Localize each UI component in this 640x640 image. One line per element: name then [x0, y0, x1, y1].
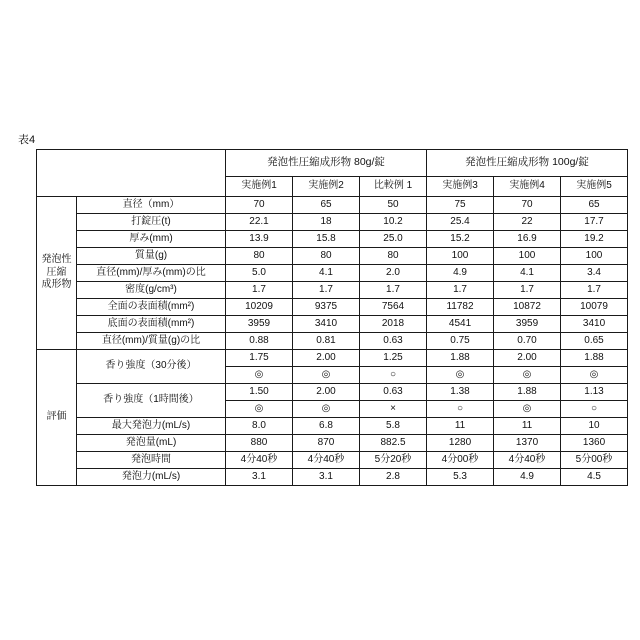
value-cell: 10209	[226, 299, 293, 316]
column-header-example5: 実施例5	[561, 177, 628, 197]
table-row	[37, 316, 628, 333]
value-cell: 3.1	[226, 469, 293, 486]
value-cell: 4.1	[293, 265, 360, 282]
value-cell: 2.0	[360, 265, 427, 282]
row-label-bottom-surface-area: 底面の表面積(mm²)	[77, 316, 226, 333]
value-cell: 8.0	[226, 418, 293, 435]
value-cell: 9375	[293, 299, 360, 316]
rating-cell: ○	[561, 401, 628, 418]
rating-cell: ×	[360, 401, 427, 418]
value-cell: 3.1	[293, 469, 360, 486]
value-cell: 1.7	[494, 282, 561, 299]
row-label-max-foaming-power: 最大発泡力(mL/s)	[77, 418, 226, 435]
table-row	[37, 265, 628, 282]
value-cell: 11782	[427, 299, 494, 316]
value-cell: 25.4	[427, 214, 494, 231]
value-cell: 80	[293, 248, 360, 265]
value-cell: 3.4	[561, 265, 628, 282]
corner-cell	[37, 150, 226, 197]
row-label-scent-30min: 香り強度（30分後）	[77, 350, 226, 384]
rating-cell: ◎	[561, 367, 628, 384]
value-cell: 870	[293, 435, 360, 452]
value-cell: 1.13	[561, 384, 628, 401]
value-cell: 10079	[561, 299, 628, 316]
value-cell: 4.9	[494, 469, 561, 486]
value-cell: 5.8	[360, 418, 427, 435]
value-cell: 880	[226, 435, 293, 452]
value-cell: 15.8	[293, 231, 360, 248]
column-header-example4: 実施例4	[494, 177, 561, 197]
row-label-compression: 打錠圧(t)	[77, 214, 226, 231]
value-cell: 5分20秒	[360, 452, 427, 469]
value-cell: 1.88	[561, 350, 628, 367]
table-row	[37, 299, 628, 316]
rating-cell: ◎	[293, 401, 360, 418]
rating-cell: ◎	[293, 367, 360, 384]
value-cell: 70	[494, 197, 561, 214]
table-row	[37, 231, 628, 248]
value-cell: 2018	[360, 316, 427, 333]
row-label-diameter-thickness-ratio: 直径(mm)/厚み(mm)の比	[77, 265, 226, 282]
value-cell: 100	[561, 248, 628, 265]
row-label-total-surface-area: 全面の表面積(mm²)	[77, 299, 226, 316]
row-label-foaming-power: 発泡力(mL/s)	[77, 469, 226, 486]
value-cell: 13.9	[226, 231, 293, 248]
value-cell: 0.63	[360, 384, 427, 401]
value-cell: 80	[226, 248, 293, 265]
value-cell: 0.65	[561, 333, 628, 350]
value-cell: 11	[427, 418, 494, 435]
row-label-foaming-volume: 発泡量(mL)	[77, 435, 226, 452]
row-label-density: 密度(g/cm³)	[77, 282, 226, 299]
value-cell: 3410	[293, 316, 360, 333]
value-cell: 25.0	[360, 231, 427, 248]
rating-cell: ◎	[427, 367, 494, 384]
value-cell: 1.38	[427, 384, 494, 401]
value-cell: 100	[427, 248, 494, 265]
value-cell: 10.2	[360, 214, 427, 231]
value-cell: 4.1	[494, 265, 561, 282]
value-cell: 4.9	[427, 265, 494, 282]
value-cell: 6.8	[293, 418, 360, 435]
table-row	[37, 452, 628, 469]
value-cell: 70	[226, 197, 293, 214]
table-caption: 表4	[18, 134, 36, 146]
value-cell: 18	[293, 214, 360, 231]
value-cell: 100	[494, 248, 561, 265]
section-title-molding: 発泡性圧縮 成形物	[37, 197, 77, 350]
table-row	[37, 469, 628, 486]
rating-cell: ◎	[494, 401, 561, 418]
value-cell: 80	[360, 248, 427, 265]
value-cell: 65	[293, 197, 360, 214]
value-cell: 1.7	[427, 282, 494, 299]
row-label-diameter-mass-ratio: 直径(mm)/質量(g)の比	[77, 333, 226, 350]
value-cell: 1.88	[494, 384, 561, 401]
value-cell: 16.9	[494, 231, 561, 248]
table-row	[37, 282, 628, 299]
table-row	[37, 350, 628, 367]
table-row	[37, 333, 628, 350]
value-cell: 3410	[561, 316, 628, 333]
table-row	[37, 435, 628, 452]
value-cell: 1.75	[226, 350, 293, 367]
value-cell: 5.0	[226, 265, 293, 282]
row-label-mass: 質量(g)	[77, 248, 226, 265]
value-cell: 1.7	[360, 282, 427, 299]
value-cell: 10	[561, 418, 628, 435]
column-header-example2: 実施例2	[293, 177, 360, 197]
value-cell: 22.1	[226, 214, 293, 231]
rating-cell: ○	[427, 401, 494, 418]
table-row	[37, 418, 628, 435]
table-row	[37, 197, 628, 214]
value-cell: 7564	[360, 299, 427, 316]
row-label-diameter: 直径（mm）	[77, 197, 226, 214]
value-cell: 3959	[226, 316, 293, 333]
value-cell: 1.25	[360, 350, 427, 367]
value-cell: 22	[494, 214, 561, 231]
data-table	[36, 149, 628, 486]
value-cell: 1370	[494, 435, 561, 452]
value-cell: 10872	[494, 299, 561, 316]
column-header-example1: 実施例1	[226, 177, 293, 197]
value-cell: 2.00	[293, 350, 360, 367]
value-cell: 1.7	[561, 282, 628, 299]
value-cell: 0.63	[360, 333, 427, 350]
table-row	[37, 214, 628, 231]
value-cell: 75	[427, 197, 494, 214]
table-row	[37, 384, 628, 401]
value-cell: 2.8	[360, 469, 427, 486]
value-cell: 11	[494, 418, 561, 435]
value-cell: 882.5	[360, 435, 427, 452]
value-cell: 5分00秒	[561, 452, 628, 469]
value-cell: 2.00	[494, 350, 561, 367]
value-cell: 0.81	[293, 333, 360, 350]
group-header-80g: 発泡性圧縮成形物 80g/錠	[226, 150, 427, 177]
value-cell: 1.7	[226, 282, 293, 299]
value-cell: 1.50	[226, 384, 293, 401]
value-cell: 19.2	[561, 231, 628, 248]
rating-cell: ◎	[226, 367, 293, 384]
value-cell: 4分40秒	[226, 452, 293, 469]
section-title-evaluation: 評価	[37, 350, 77, 486]
value-cell: 4分00秒	[427, 452, 494, 469]
row-label-thickness: 厚み(mm)	[77, 231, 226, 248]
rating-cell: ◎	[494, 367, 561, 384]
value-cell: 1280	[427, 435, 494, 452]
rating-cell: ○	[360, 367, 427, 384]
table-row	[37, 248, 628, 265]
value-cell: 0.70	[494, 333, 561, 350]
value-cell: 2.00	[293, 384, 360, 401]
row-label-foaming-time: 発泡時間	[77, 452, 226, 469]
value-cell: 1.88	[427, 350, 494, 367]
value-cell: 17.7	[561, 214, 628, 231]
row-label-scent-1hour: 香り強度（1時間後）	[77, 384, 226, 418]
group-header-row	[37, 150, 628, 177]
group-header-100g: 発泡性圧縮成形物 100g/錠	[427, 150, 628, 177]
column-header-example3: 実施例3	[427, 177, 494, 197]
value-cell: 15.2	[427, 231, 494, 248]
value-cell: 1.7	[293, 282, 360, 299]
value-cell: 65	[561, 197, 628, 214]
value-cell: 3959	[494, 316, 561, 333]
rating-cell: ◎	[226, 401, 293, 418]
value-cell: 0.88	[226, 333, 293, 350]
value-cell: 4.5	[561, 469, 628, 486]
value-cell: 4分40秒	[494, 452, 561, 469]
column-header-comparative1: 比較例 1	[360, 177, 427, 197]
value-cell: 0.75	[427, 333, 494, 350]
value-cell: 5.3	[427, 469, 494, 486]
value-cell: 50	[360, 197, 427, 214]
value-cell: 4541	[427, 316, 494, 333]
value-cell: 4分40秒	[293, 452, 360, 469]
value-cell: 1360	[561, 435, 628, 452]
